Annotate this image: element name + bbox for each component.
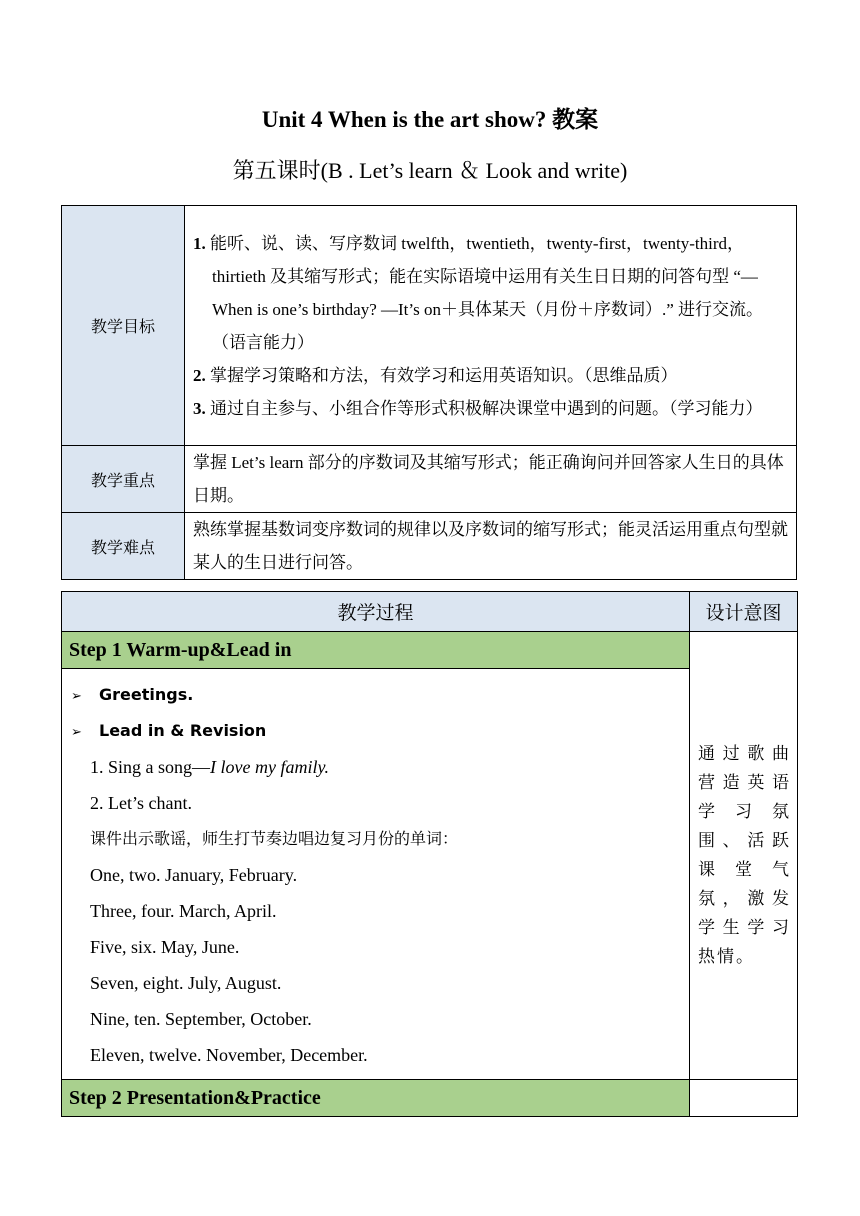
step-1-title: Step 1 Warm-up&Lead in [62, 632, 690, 669]
chant-verse: Three, four. March, April. [90, 901, 277, 921]
difficult-points-text: 熟练掌握基数词变序数词的规律以及序数词的缩写形式；能灵活运用重点句型就某人的生日进行问答。 [185, 513, 797, 580]
goal-item-1: 1. 能听、说、读、写序数词 twelfth，twentieth，twenty-first，twenty-third，thirtieth 及其缩写形式；能在实际语境中运用有关生日日期的问答句型 “—When is one’s birthday? —It’s on＋具体某天（月份＋序数词）.” 进行交流。（语言能力） [193, 233, 764, 352]
bullet-greetings: ➢ Greetings. [71, 677, 689, 713]
key-points-text: 掌握 Let’s learn 部分的序数词及其缩写形式；能正确询问并回答家人生日的具体日期。 [185, 446, 797, 513]
step-1-intent: 通过歌曲营造英语学习氛围、活跃课堂气氛，激发学生学习热情。 [690, 632, 798, 1080]
goals-label: 教学目标 [62, 206, 185, 446]
chant-line: 2. Let’s chant. [90, 793, 192, 813]
goal-item-2: 2. 掌握学习策略和方法，有效学习和运用英语知识。（思维品质） [193, 365, 678, 385]
chant-verse: Nine, ten. September, October. [90, 1009, 312, 1029]
arrow-bullet-icon: ➢ [71, 725, 82, 740]
bullet-lead-in: ➢ Lead in & Revision [71, 713, 689, 749]
step-2-title: Step 2 Presentation&Practice [62, 1080, 690, 1117]
key-points-label: 教学重点 [62, 446, 185, 513]
process-table [61, 591, 798, 1117]
song-line: 1. Sing a song—I love my family. [90, 757, 329, 777]
lesson-subtitle: 第五课时(B . Let’s learn ＆ Look and write) [232, 158, 628, 183]
page-title: Unit 4 When is the art show? 教案 [261, 107, 599, 132]
goal-item-3: 3. 通过自主参与、小组合作等形式积极解决课堂中遇到的问题。（学习能力） [193, 398, 763, 418]
objectives-table [61, 205, 797, 580]
goals-cell [185, 206, 797, 446]
intent-header: 设计意图 [690, 592, 798, 632]
arrow-bullet-icon: ➢ [71, 689, 82, 704]
process-header: 教学过程 [62, 592, 690, 632]
step-1-content [62, 669, 690, 1080]
step-2-intent [690, 1080, 798, 1117]
chant-verse: One, two. January, February. [90, 865, 298, 885]
chant-verse: Five, six. May, June. [90, 937, 240, 957]
chant-verse: Eleven, twelve. November, December. [90, 1045, 368, 1065]
difficult-points-label: 教学难点 [62, 513, 185, 580]
chant-instruction: 课件出示歌谣，师生打节奏边唱边复习月份的单词： [90, 829, 459, 848]
chant-verse: Seven, eight. July, August. [90, 973, 282, 993]
